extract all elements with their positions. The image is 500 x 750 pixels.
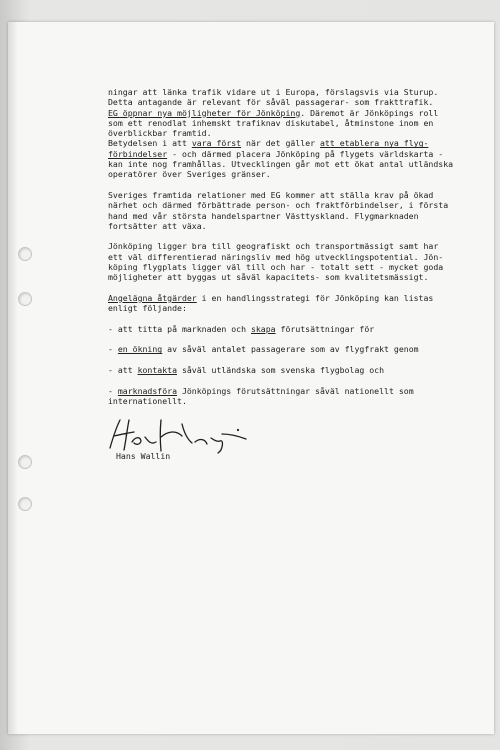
paragraph-gap	[108, 231, 488, 241]
text-span: i en handlingsstrategi för Jönköping kan listas	[196, 292, 434, 303]
signer-name: Hans Wallin	[116, 451, 171, 461]
text-line	[108, 190, 488, 200]
text-span: förutsättningar för	[275, 323, 375, 334]
text-line	[108, 87, 488, 97]
text-span: . Däremot är Jönköpings roll	[300, 107, 439, 118]
underlined-text: vara först	[191, 138, 242, 149]
text-line	[108, 108, 488, 118]
text-line	[108, 128, 488, 138]
text-line	[108, 396, 488, 406]
punch-hole	[18, 292, 32, 306]
bullet-item	[108, 344, 488, 354]
underlined-text: marknadsföra	[117, 385, 178, 396]
text-span: köping flygplats ligger väl till och har - totalt sett - mycket goda	[108, 262, 444, 273]
text-span: möjligheter att byggas ut såväl kapacitets- som kvalitetsmässigt.	[108, 272, 429, 283]
underlined-text: en ökning	[117, 344, 163, 355]
text-span: ett väl differentierad näringsliv med hög utvecklingspotential. Jön-	[108, 251, 444, 262]
underlined-text: skapa	[250, 323, 276, 334]
text-span: när det gäller	[241, 138, 320, 149]
text-span: Jönköpings förutsättningar såväl nationellt som	[177, 385, 414, 396]
text-line	[108, 200, 488, 210]
text-line	[108, 149, 488, 159]
underlined-text: Angelägna åtgärder	[108, 292, 197, 303]
text-span: Sveriges framtida relationer med EG kommer att ställa krav på ökad	[108, 189, 434, 200]
bullet-item	[108, 365, 488, 375]
text-span: - och därmed placera Jönköping på flygets världskarta -	[167, 148, 444, 159]
punch-hole	[18, 247, 32, 261]
paragraph-gap	[108, 355, 488, 365]
text-span: internationellt.	[108, 395, 187, 406]
text-line	[108, 118, 488, 128]
letter-body	[108, 87, 488, 406]
text-span: -	[108, 385, 118, 396]
underlined-text: kontakta	[137, 365, 178, 376]
paragraph-gap	[108, 375, 488, 385]
underlined-text: EG öppnar nya möjligheter för Jönköping	[108, 107, 301, 118]
text-line	[108, 138, 488, 148]
text-span: av såväl antalet passagerare som av flygfrakt genom	[162, 344, 419, 355]
text-line	[108, 221, 488, 231]
text-span: -	[108, 344, 118, 355]
text-span: överblickbar framtid.	[108, 128, 212, 139]
punch-hole	[18, 455, 32, 469]
paragraph-gap	[108, 283, 488, 293]
text-span: närhet och därmed förbättrade person- och fraktförbindelser, i första	[108, 200, 449, 211]
text-line	[108, 169, 488, 179]
handwritten-signature	[104, 412, 254, 456]
text-span: Detta antagande är relevant för såväl passagerar- som frakttrafik.	[108, 97, 434, 108]
paragraph-gap	[108, 314, 488, 324]
text-line	[108, 303, 488, 313]
text-span: hand med vår största handelspartner Västtyskland. Flygmarknaden	[108, 210, 419, 221]
text-span: - att	[108, 365, 138, 376]
text-span: fortsätter att växa.	[108, 220, 207, 231]
text-line	[108, 211, 488, 221]
text-line	[108, 241, 488, 251]
text-span: Jönköping ligger bra till geografiskt och transportmässigt samt har	[108, 241, 439, 252]
page-left-edge	[8, 22, 18, 734]
text-span: som ett renodlat inhemskt trafiknav diskutabel, åtminstone inom en	[108, 117, 434, 128]
paragraph-gap	[108, 180, 488, 190]
text-span: enligt följande:	[108, 303, 187, 314]
text-line	[108, 262, 488, 272]
punch-hole	[18, 497, 32, 511]
text-span: operatörer över Sveriges gränser.	[108, 169, 271, 180]
text-line	[108, 272, 488, 282]
text-span: Betydelsen i att	[108, 138, 192, 149]
text-span: ningar att länka trafik vidare ut i Europa, förslagsvis via Sturup.	[108, 87, 439, 97]
text-line	[108, 252, 488, 262]
text-span: - att titta på marknaden och	[108, 323, 251, 334]
text-span: kan inte nog framhållas. Utvecklingen går mot ett ökat antal utländska	[108, 159, 454, 170]
text-span: såväl utländska som svenska flygbolag och	[177, 365, 385, 376]
underlined-text: förbindelser	[108, 148, 168, 159]
bullet-item	[108, 386, 488, 396]
text-line	[108, 293, 488, 303]
underlined-text: att etablera nya flyg-	[319, 138, 429, 149]
paragraph-gap	[108, 334, 488, 344]
text-line	[108, 159, 488, 169]
text-line	[108, 97, 488, 107]
bullet-item	[108, 324, 488, 334]
